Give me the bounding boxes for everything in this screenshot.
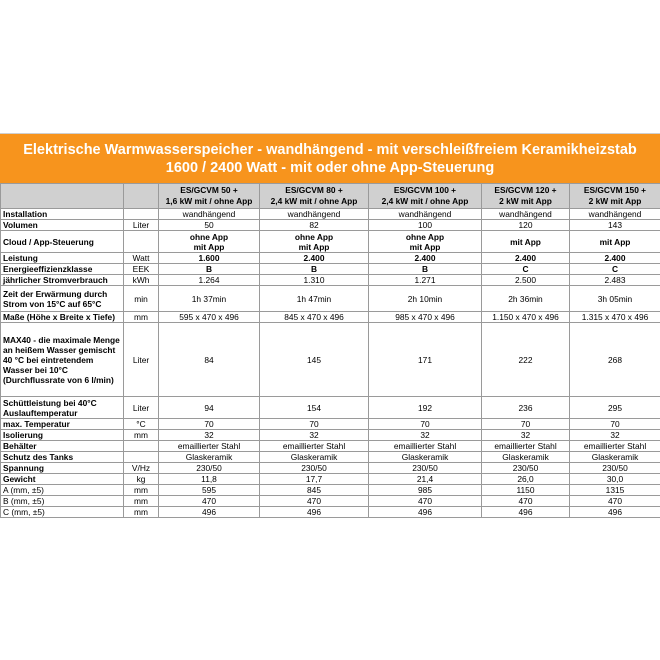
row-value: wandhängend (260, 209, 369, 220)
row-value: 154 (260, 397, 369, 419)
header-row (1, 184, 660, 209)
row-value: 2.400 (570, 253, 660, 264)
spec-body (1, 209, 660, 518)
row-value: 496 (159, 507, 260, 518)
row-label: Schüttleistung bei 40°C Auslauftemperatur (1, 397, 124, 419)
row-value: 2.400 (482, 253, 570, 264)
row-value: 1150 (482, 485, 570, 496)
model-header (570, 184, 660, 209)
row-label: Isolierung (1, 430, 124, 441)
spec-sheet (0, 133, 660, 518)
model-variant: 2 kW mit App (499, 196, 552, 206)
row-value: 2.400 (369, 253, 482, 264)
row-label: Spannung (1, 463, 124, 474)
row-unit: V/Hz (124, 463, 159, 474)
model-name: ES/GCVM 100 + (393, 185, 457, 195)
row-value: 470 (482, 496, 570, 507)
row-value: ohne App mit App (369, 231, 482, 253)
row-value: 50 (159, 220, 260, 231)
spec-row (1, 452, 660, 463)
row-value: 94 (159, 397, 260, 419)
row-value: 470 (570, 496, 660, 507)
row-value: 1.271 (369, 275, 482, 286)
row-value: 171 (369, 323, 482, 397)
model-variant: 2,4 kW mit / ohne App (270, 196, 358, 206)
row-label: Zeit der Erwärmung durch Strom von 15°C auf 65°C (1, 286, 124, 312)
row-unit: mm (124, 485, 159, 496)
row-value: 70 (369, 419, 482, 430)
row-value: 470 (369, 496, 482, 507)
row-value: 230/50 (482, 463, 570, 474)
row-value: emaillierter Stahl (369, 441, 482, 452)
row-value: 595 (159, 485, 260, 496)
spec-row (1, 275, 660, 286)
row-unit: mm (124, 496, 159, 507)
row-unit: kWh (124, 275, 159, 286)
spec-row (1, 441, 660, 452)
row-value: 3h 05min (570, 286, 660, 312)
row-label: jährlicher Stromverbrauch (1, 275, 124, 286)
spec-table (0, 183, 660, 518)
row-value: 1315 (570, 485, 660, 496)
row-value: 32 (570, 430, 660, 441)
row-value: 268 (570, 323, 660, 397)
row-label: B (mm, ±5) (1, 496, 124, 507)
row-value: 470 (159, 496, 260, 507)
row-value: 1h 47min (260, 286, 369, 312)
row-value: 595 x 470 x 496 (159, 312, 260, 323)
row-unit: °C (124, 419, 159, 430)
spec-row (1, 323, 660, 397)
row-value: emaillierter Stahl (482, 441, 570, 452)
row-label: C (mm, ±5) (1, 507, 124, 518)
row-value: Glaskeramik (159, 452, 260, 463)
row-unit: Liter (124, 397, 159, 419)
spec-row (1, 286, 660, 312)
row-value: emaillierter Stahl (570, 441, 660, 452)
row-unit: EEK (124, 264, 159, 275)
row-value: B (159, 264, 260, 275)
model-name: ES/GCVM 150 + (583, 185, 647, 195)
row-value: 496 (369, 507, 482, 518)
model-variant: 2,4 kW mit / ohne App (381, 196, 469, 206)
title-banner (0, 133, 660, 183)
row-unit: mm (124, 312, 159, 323)
row-value: 985 (369, 485, 482, 496)
spec-row (1, 474, 660, 485)
row-value: wandhängend (159, 209, 260, 220)
row-value: 222 (482, 323, 570, 397)
row-value: wandhängend (570, 209, 660, 220)
row-value: 1.600 (159, 253, 260, 264)
spec-row (1, 253, 660, 264)
row-value: 70 (159, 419, 260, 430)
spec-row (1, 209, 660, 220)
row-value: 2h 10min (369, 286, 482, 312)
model-header (369, 184, 482, 209)
row-value: 985 x 470 x 496 (369, 312, 482, 323)
row-value: 192 (369, 397, 482, 419)
row-value: 70 (260, 419, 369, 430)
row-value: 230/50 (260, 463, 369, 474)
spec-row (1, 231, 660, 253)
row-value: mit App (570, 231, 660, 253)
row-value: emaillierter Stahl (159, 441, 260, 452)
row-unit: Liter (124, 323, 159, 397)
row-value: 236 (482, 397, 570, 419)
row-value: 2.500 (482, 275, 570, 286)
row-value: 470 (260, 496, 369, 507)
model-name: ES/GCVM 50 + (180, 185, 238, 195)
spec-row (1, 397, 660, 419)
row-value: 82 (260, 220, 369, 231)
row-unit: min (124, 286, 159, 312)
row-unit (124, 231, 159, 253)
row-value: 17,7 (260, 474, 369, 485)
row-label: Maße (Höhe x Breite x Tiefe) (1, 312, 124, 323)
row-label: Schutz des Tanks (1, 452, 124, 463)
row-value: 1h 37min (159, 286, 260, 312)
header-unit-blank (124, 184, 159, 209)
row-value: B (260, 264, 369, 275)
row-value: ohne App mit App (159, 231, 260, 253)
row-value: Glaskeramik (570, 452, 660, 463)
row-label: Installation (1, 209, 124, 220)
row-value: mit App (482, 231, 570, 253)
row-value: B (369, 264, 482, 275)
row-value: 30,0 (570, 474, 660, 485)
row-value: 84 (159, 323, 260, 397)
model-variant: 2 kW mit App (588, 196, 642, 206)
row-value: 11,8 (159, 474, 260, 485)
model-name: ES/GCVM 120 + (494, 185, 557, 195)
row-value: 2.483 (570, 275, 660, 286)
row-value: 1.310 (260, 275, 369, 286)
row-value: 2.400 (260, 253, 369, 264)
row-value: 230/50 (159, 463, 260, 474)
row-value: emaillierter Stahl (260, 441, 369, 452)
row-value: 32 (482, 430, 570, 441)
model-name: ES/GCVM 80 + (285, 185, 343, 195)
row-value: C (570, 264, 660, 275)
model-header (159, 184, 260, 209)
row-value: 21,4 (369, 474, 482, 485)
row-unit: Liter (124, 220, 159, 231)
row-value: 100 (369, 220, 482, 231)
row-label: max. Temperatur (1, 419, 124, 430)
model-header (260, 184, 369, 209)
row-unit (124, 209, 159, 220)
row-unit (124, 441, 159, 452)
row-label: Behälter (1, 441, 124, 452)
title-line-2: 1600 / 2400 Watt - mit oder ohne App-Steuerung (165, 160, 495, 176)
row-label: Cloud / App-Steuerung (1, 231, 124, 253)
row-value: 26,0 (482, 474, 570, 485)
model-header (482, 184, 570, 209)
model-variant: 1,6 kW mit / ohne App (165, 196, 253, 206)
row-label: Volumen (1, 220, 124, 231)
row-value: 845 x 470 x 496 (260, 312, 369, 323)
row-label: MAX40 - die maximale Menge an heißem Wasser gemischt 40 °C bei eintretendem Wasser bei 10°C (Durchflussrate von 6 l/min) (1, 323, 124, 397)
row-value: 1.315 x 470 x 496 (570, 312, 660, 323)
row-value: 145 (260, 323, 369, 397)
spec-row (1, 419, 660, 430)
row-value: 1.150 x 470 x 496 (482, 312, 570, 323)
row-value: 295 (570, 397, 660, 419)
row-label: Gewicht (1, 474, 124, 485)
row-value: 2h 36min (482, 286, 570, 312)
row-value: Glaskeramik (482, 452, 570, 463)
spec-row (1, 430, 660, 441)
row-label: Leistung (1, 253, 124, 264)
spec-row (1, 220, 660, 231)
row-value: 230/50 (369, 463, 482, 474)
title-line-1: Elektrische Warmwasserspeicher - wandhängend - mit verschleißfreiem Keramikheizstab (23, 142, 637, 158)
row-value: 496 (482, 507, 570, 518)
row-unit (124, 452, 159, 463)
row-value: 143 (570, 220, 660, 231)
row-unit: mm (124, 430, 159, 441)
row-value: 70 (570, 419, 660, 430)
spec-row (1, 507, 660, 518)
row-value: Glaskeramik (260, 452, 369, 463)
row-unit: Watt (124, 253, 159, 264)
row-unit: kg (124, 474, 159, 485)
spec-row (1, 463, 660, 474)
spec-row (1, 496, 660, 507)
row-label: A (mm, ±5) (1, 485, 124, 496)
row-value: 32 (159, 430, 260, 441)
spec-row (1, 264, 660, 275)
row-value: ohne App mit App (260, 231, 369, 253)
row-value: 1.264 (159, 275, 260, 286)
row-value: 230/50 (570, 463, 660, 474)
row-value: 496 (570, 507, 660, 518)
row-value: 70 (482, 419, 570, 430)
row-value: 120 (482, 220, 570, 231)
row-value: Glaskeramik (369, 452, 482, 463)
row-value: 496 (260, 507, 369, 518)
spec-row (1, 312, 660, 323)
row-value: 845 (260, 485, 369, 496)
row-label: Energieeffizienzklasse (1, 264, 124, 275)
row-unit: mm (124, 507, 159, 518)
row-value: 32 (369, 430, 482, 441)
row-value: wandhängend (482, 209, 570, 220)
spec-row (1, 485, 660, 496)
header-blank (1, 184, 124, 209)
row-value: wandhängend (369, 209, 482, 220)
row-value: C (482, 264, 570, 275)
row-value: 32 (260, 430, 369, 441)
